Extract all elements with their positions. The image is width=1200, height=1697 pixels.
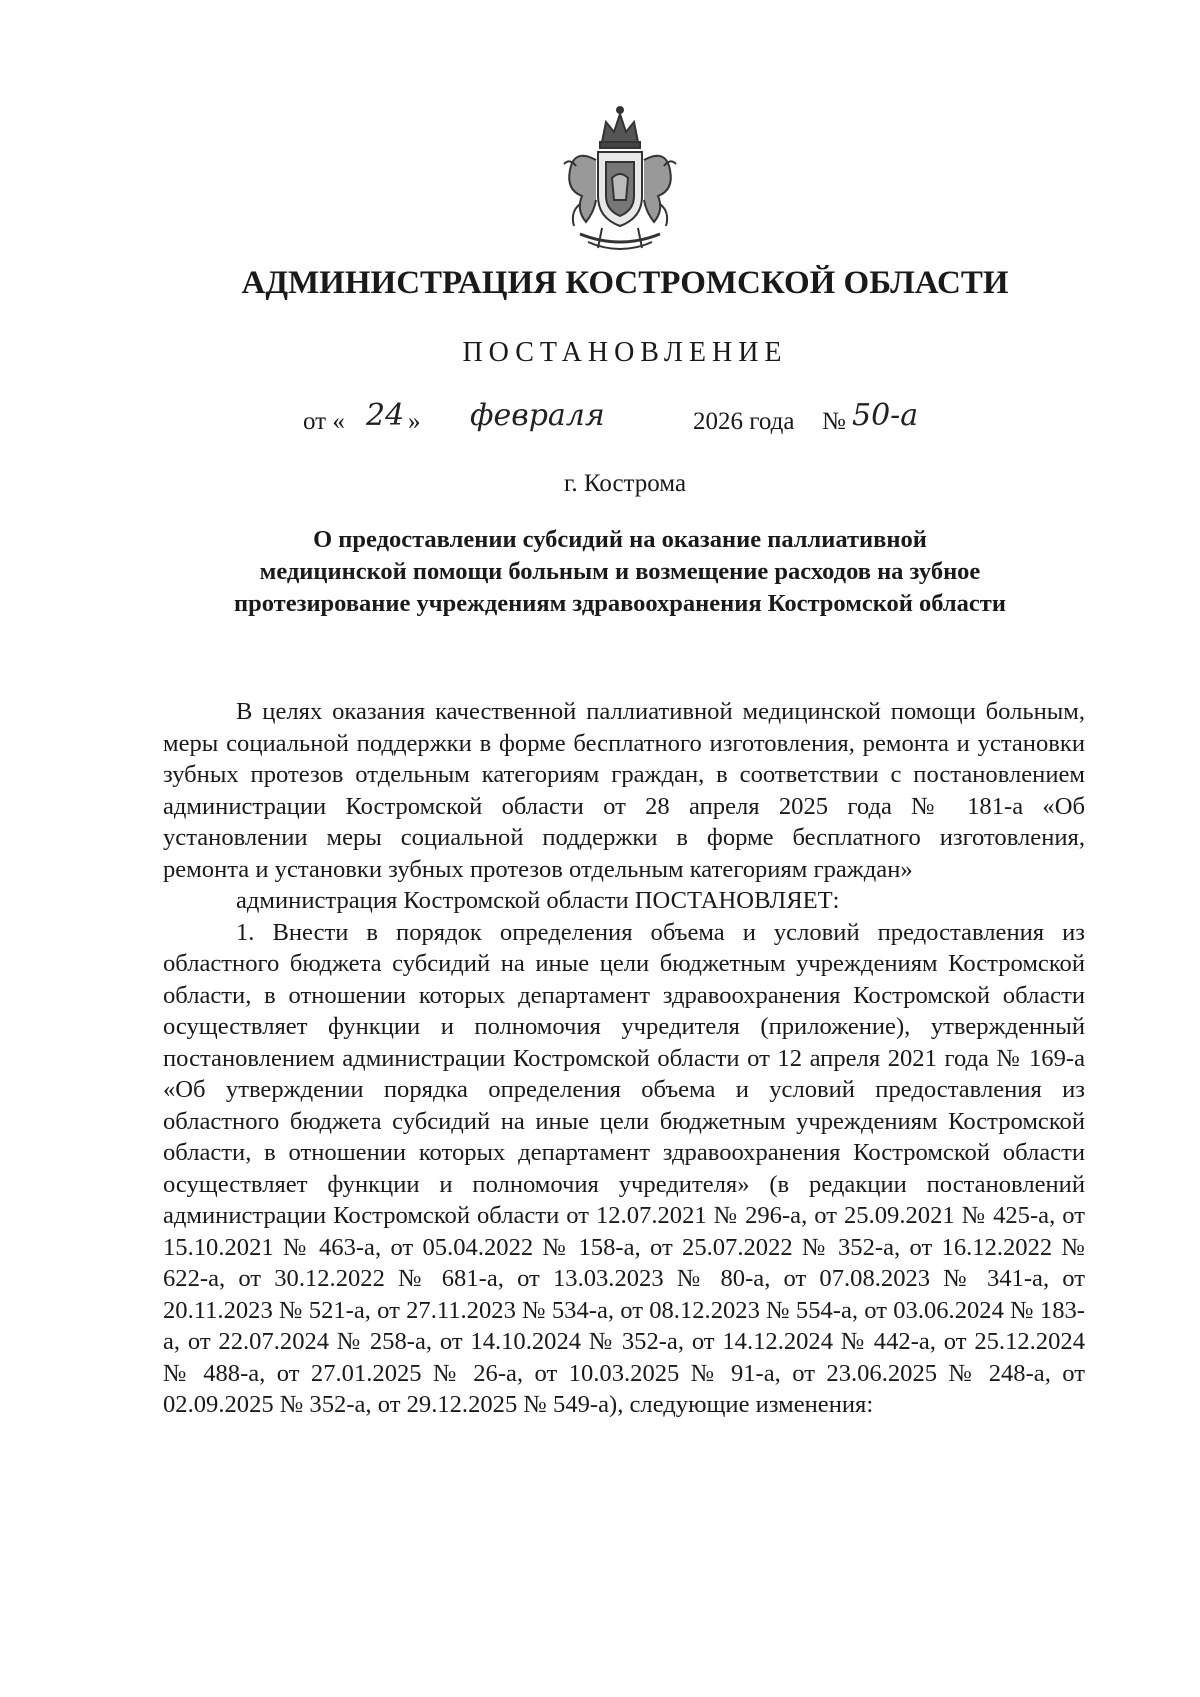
city-name: г. Кострома — [563, 470, 687, 497]
number-sign: № — [822, 408, 846, 435]
document-body — [163, 696, 1085, 1421]
document-number: 50-а — [852, 398, 919, 433]
subject-line: медицинской помощи больным и возмещение расходов на зубное — [259, 558, 981, 585]
coat-of-arms-icon — [540, 100, 700, 260]
date-year: 2026 года — [693, 408, 795, 435]
subject-line: О предоставлении субсидий на оказание паллиативной — [313, 526, 927, 553]
body-paragraph: 1. Внести в порядок определения объема и условий предоставления из областного бюджета субсидий на иные цели бюджетным учреждениям Костромской области, в отношении которых департамент здравоохранения Костромской области осуществляет функции и полномочия учредителя (приложение), утвержденный постановлением администрации Костромской области от 12 апреля 2021 года № 169-а «Об утверждении порядка определения объема и условий предоставления из областного бюджета субсидий на иные цели бюджетным учреждениям Костромской области, в отношении которых департамент здравоохранения Костромской области осуществляет функции и полномочия учредителя» (в редакции постановлений администрации Костромской области от 12.07.2021 № 296-а, от 25.09.2021 № 425-а, от 15.10.2021 № 463-а, от 05.04.2022 № 158-а, от 25.07.2022 № 352-а, от 16.12.2022 № 622-а, от 30.12.2022 № 681-а, от 13.03.2023 № 80-а, от 07.08.2023 № 341-а, от 20.11.2023 № 521-а, от 27.11.2023 № 534-а, от 08.12.2023 № 554-а, от 03.06.2024 № 183-а, от 22.07.2024 № 258-а, от 14.10.2024 № 352-а, от 14.12.2024 № 442-а, от 25.12.2024 № 488-а, от 27.01.2025 № 26-а, от 10.03.2025 № 91-а, от 23.06.2025 № 248-а, от 02.09.2025 № 352-а, от 29.12.2025 № 549-а), следующие изменения: — [163, 918, 1085, 1418]
date-quote-close: » — [408, 408, 421, 435]
body-paragraph: В целях оказания качественной паллиативной медицинской помощи больным, меры социальной поддержки в форме бесплатного изготовления, ремонта и установки зубных протезов отдельным категориям граждан, в соответствии с постановлением администрации Костромской области от 28 апреля 2025 года № 181-а «Об установлении меры социальной поддержки в форме бесплатного изготовления, ремонта и установки зубных протезов отдельным категориям граждан» — [163, 698, 1085, 883]
date-prefix: от « — [303, 408, 345, 435]
body-paragraph: администрация Костромской области ПОСТАНОВЛЯЕТ: — [236, 887, 840, 914]
document-type: ПОСТАНОВЛЕНИЕ — [462, 337, 788, 368]
organization-title: АДМИНИСТРАЦИЯ КОСТРОМСКОЙ ОБЛАСТИ — [241, 265, 1009, 301]
date-month: февраля — [470, 398, 605, 433]
document-subject — [150, 524, 1090, 620]
date-day: 24 — [366, 398, 405, 433]
subject-line: протезирование учреждениям здравоохранения Костромской области — [234, 590, 1006, 617]
date-line — [0, 400, 1200, 450]
